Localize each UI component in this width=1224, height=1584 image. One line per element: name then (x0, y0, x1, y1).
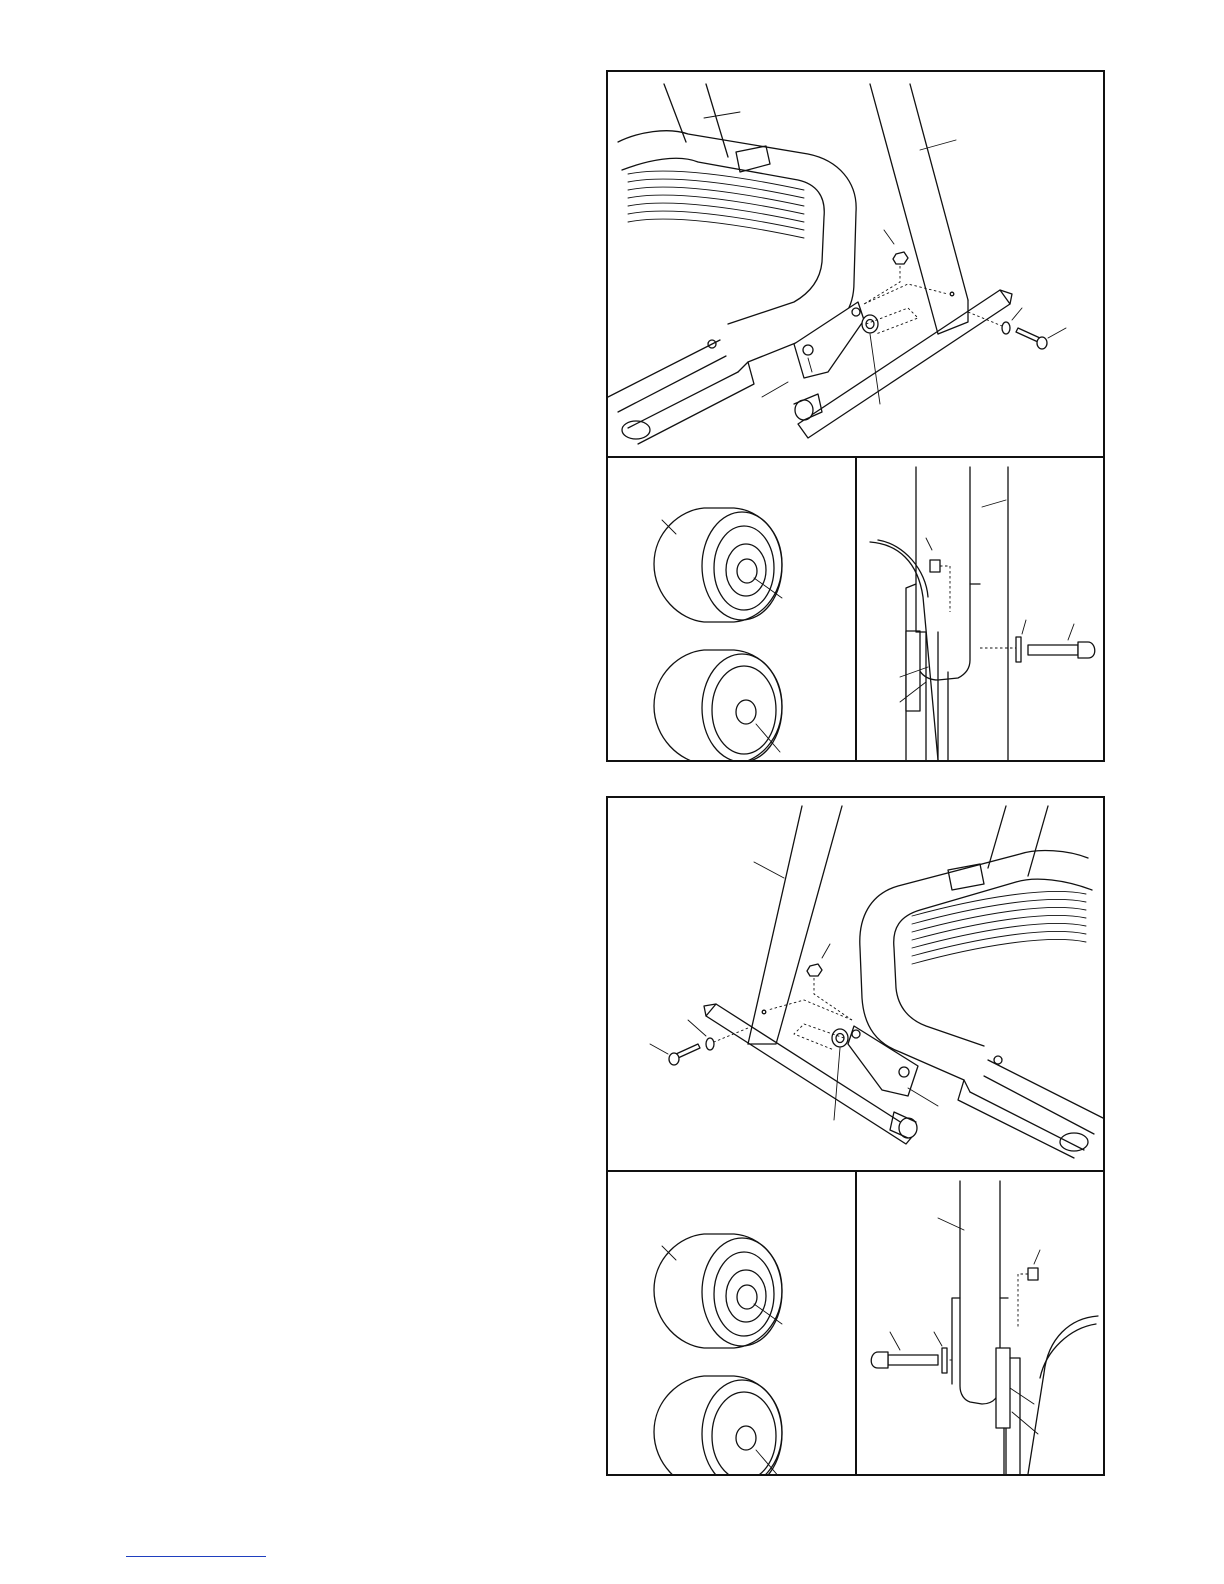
left-text-column (0, 0, 600, 1584)
wheel-detail (654, 508, 782, 760)
assembly-figure-top (606, 70, 1105, 762)
side-section-view (870, 467, 1095, 760)
side-section-view (871, 1181, 1098, 1474)
assembly-figure-bottom-drawing (608, 798, 1103, 1474)
main-assembly-view (650, 806, 1103, 1158)
assembly-figure-bottom (606, 796, 1105, 1476)
assembly-figure-top-drawing (608, 72, 1103, 760)
footer-link-rule (126, 1556, 266, 1557)
wheel-detail (654, 1234, 782, 1474)
main-assembly-view (608, 84, 1066, 444)
